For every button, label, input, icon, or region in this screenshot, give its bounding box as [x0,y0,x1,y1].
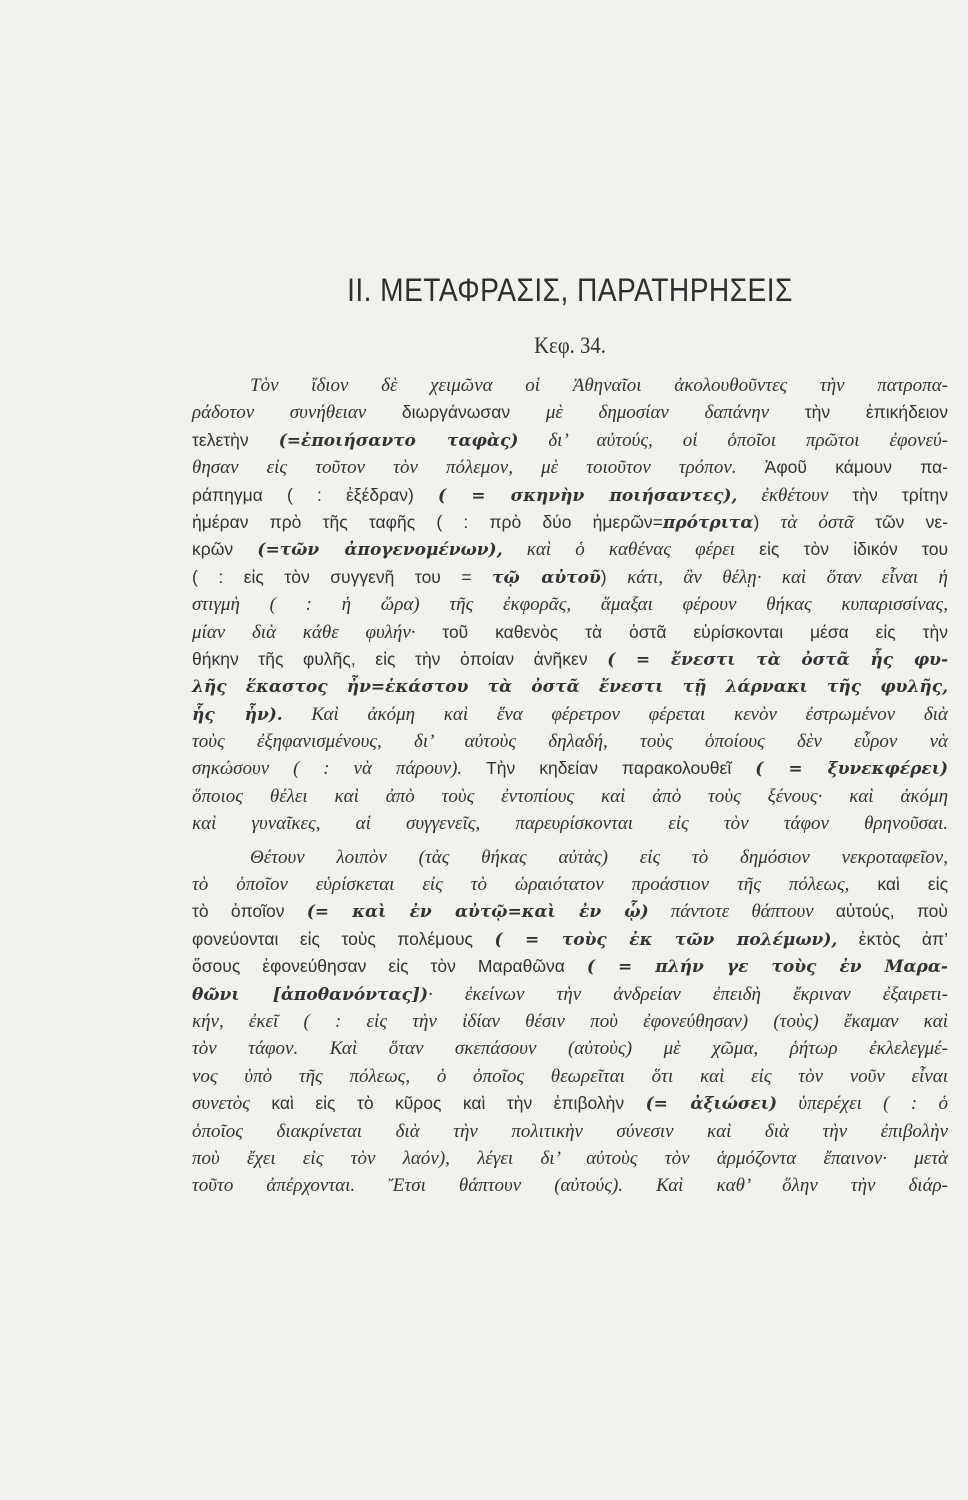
section-title: II. ΜΕΤΑΦΡΑΣΙΣ, ΠΑΡΑΤΗΡΗΣΕΙΣ [347,272,793,308]
roman-text: καὶ εἰς [877,874,948,895]
italic-text: ἐκθέτουν [737,484,853,506]
text-line [192,427,948,454]
italic-text: πάντοτε θάπτουν [648,901,836,923]
text-line [192,728,948,755]
roman-text: τῶν νε- [875,511,948,532]
italic-text: μίαν διὰ κάθε φυλήν· [192,621,443,643]
roman-text: αὐτούς, ποὺ [835,901,948,922]
text-line [192,1172,948,1199]
body-text [192,372,948,1200]
text-line [192,701,948,728]
bold-gloss: θῶνι [ἀποθανόντας]) [192,984,429,1005]
italic-text: μὲ δημοσίαν δαπάνην [545,402,805,424]
italic-text: ράδοτον συνήθειαν [192,402,402,424]
italic-text: συνετὸς [192,1093,272,1115]
italic-text: τὰ ὀστᾶ [780,511,876,533]
text-line [192,1035,948,1062]
text-line [192,619,948,646]
text-line [192,783,948,810]
bold-gloss: ( = σκηνὴν ποιήσαντες), [437,485,738,506]
roman-text: διωργάνωσαν [401,402,546,423]
bold-gloss: ( = τοὺς ἐκ τῶν πολέμων), [494,929,838,950]
italic-text: ὑπερέχει ( : ὁ [777,1093,948,1115]
text-line [192,1008,948,1035]
text-line [192,564,948,591]
roman-text: φονεύονται εἰς τοὺς πολέμους [192,928,495,949]
text-line [192,953,948,980]
italic-text: κάτι, ἂν θέλῃ· καὶ ὅταν εἶναι ἡ [627,566,948,588]
roman-text: ὅσους ἐφονεύθησαν εἰς τὸν Μαραθῶνα [192,956,587,977]
text-line [192,926,948,953]
text-line [192,372,948,399]
roman-text: ) [600,566,628,587]
roman-text: ράπηγμα ( : ἐξέδραν) [192,484,438,505]
text-line [192,1118,948,1145]
bold-gloss: λῆς ἕκαστος ἦν=ἑκάστου τὰ ὀστᾶ ἔνεστι τῇ λάρνακι τῆς φυλῆς, [192,677,948,698]
italic-text: νος ὑπὸ τῆς πόλεως, ὁ ὁποῖος θεωρεῖται ὅτι καὶ εἰς τὸν νοῦν εἶναι [192,1065,948,1087]
text-line [192,1063,948,1090]
roman-text: τελετὴν [192,429,279,450]
text-line [192,536,948,563]
text-line [192,1145,948,1172]
roman-text: καὶ εἰς τὸ κῦρος καὶ τὴν ἐπιβολὴν [271,1093,646,1114]
roman-text: τὸ ὁποῖον [192,901,307,922]
text-line [192,454,948,481]
roman-text: τοῦ καθενὸς τὰ ὀστᾶ εὑρίσκονται μέσα εἰς τὴν [442,621,948,642]
italic-text: σηκώσουν ( : νὰ πάρουν). [192,758,487,780]
roman-text: τὴν τρίτην [852,484,948,505]
italic-text: καὶ γυναῖκες, αἱ συγγενεῖς, παρευρίσκονται εἰς τὸν τάφον θρηνοῦσαι. [192,813,948,835]
bold-gloss: (=ἐποιήσαντο ταφὰς) [278,430,519,451]
italic-text: Θέτουν λοιπὸν (τὰς θήκας αὐτὰς) εἰς τὸ δημόσιον νεκροταφεῖον, [250,846,948,868]
chapter-heading: Κεφ. 34. [534,333,606,358]
bold-gloss: (=τῶν ἀπογενομένων), [257,540,503,561]
bold-gloss: πρότριτα [662,512,754,533]
italic-text: ὅποιος θέλει καὶ ἀπὸ τοὺς ἐντοπίους καὶ ἀπὸ τοὺς ξένους· καὶ ἀκόμη [192,785,948,807]
italic-text: τὸν τάφον. Καὶ ὅταν σκεπάσουν (αὐτοὺς) μὲ χῶμα, ῥήτωρ ἐκλελεγμέ- [192,1038,948,1060]
roman-text: θήκην τῆς φυλῆς, εἰς τὴν ὁποίαν ἀνῆκεν [192,648,608,669]
bold-gloss: ( = ἔνεστι τὰ ὀστᾶ ἧς φυ- [607,649,948,670]
text-line [192,591,948,618]
italic-text: Καὶ ἀκόμη καὶ ἕνα φέρετρον φέρεται κενὸν ἐστρωμένον διὰ [282,703,948,725]
text-line [192,898,948,925]
bold-gloss: (= καὶ ἐν αὐτῷ=καὶ ἐν ᾧ) [306,902,649,923]
bold-gloss: (= ἀξιώσει) [645,1094,778,1115]
text-line [192,399,948,426]
text-line [192,482,948,509]
roman-text: εἰς τὸν ἰδικόν του [759,539,949,560]
italic-text: στιγμὴ ( : ἡ ὥρα) τῆς ἐκφορᾶς, ἅμαξαι φέρουν θήκας κυπαρισσίνας, [192,594,948,616]
roman-text: Ἀφοῦ κάμουν πα- [764,457,948,478]
roman-text: τὴν ἐπικήδειον [804,402,949,423]
italic-text: θησαν εἰς τοῦτον τὸν πόλεμον, μὲ τοιοῦτον τρόπον. [192,457,765,479]
italic-text: Τὸν ἴδιον δὲ χειμῶνα οἱ Ἀθηναῖοι ἀκολουθοῦντες τὴν πατροπα- [250,375,948,396]
italic-text: δι’ αὐτούς, οἱ ὁποῖοι πρῶτοι ἐφονεύ- [518,429,948,451]
bold-gloss: ( = πλήν γε τοὺς ἐν Μαρα- [586,957,948,978]
text-line [192,844,948,871]
italic-text: τοὺς ἐξηφανισμένους, δι’ αὐτοὺς δηλαδή, τοὺς ὁποίους δὲν εὗρον νὰ [192,731,948,753]
text-line [192,509,948,536]
text-line [192,981,948,1008]
text-line [192,1090,948,1117]
italic-text: · ἐκείνων τὴν ἀνδρείαν ἐπειδὴ ἔκριναν ἐξαιρετι- [428,983,948,1005]
italic-text: ὁποῖος διακρίνεται διὰ τὴν πολιτικὴν σύνεσιν καὶ διὰ τὴν ἐπιβολὴν [192,1120,948,1142]
bold-gloss: τῷ αὐτοῦ [492,567,601,588]
roman-text: κρῶν [192,539,258,560]
italic-text: κήν, ἐκεῖ ( : εἰς τὴν ἰδίαν θέσιν ποὺ ἐφονεύθησαν) (τοὺς) ἔκαμαν καὶ [192,1010,948,1032]
roman-text: ἐκτὸς ἀπ’ [837,928,948,949]
roman-text: Τὴν κηδείαν παρακολουθεῖ [486,758,756,779]
roman-text: ) [753,511,781,532]
bold-gloss: ἧς ἦν). [192,704,283,725]
roman-text: ἡμέραν πρὸ τῆς ταφῆς ( : πρὸ δύο ἡμερῶν= [192,511,663,532]
text-line [192,646,948,673]
italic-text: ποὺ ἔχει εἰς τὸν λαόν), λέγει δι’ αὐτοὺς τὸν ἁρμόζοντα ἔπαινον· μετὰ [192,1147,948,1169]
text-line [192,673,948,700]
italic-text: τοῦτο ἀπέρχονται. Ἔτσι θάπτουν (αὐτούς). Καὶ καθ’ ὅλην τὴν διάρ- [192,1175,948,1197]
italic-text: τὸ ὁποῖον εὑρίσκεται εἰς τὸ ὡραιότατον προάστιον τῆς πόλεως, [192,874,878,896]
roman-text: ( : εἰς τὸν συγγενῆ του = [192,566,493,587]
text-line [192,755,948,782]
italic-text: καὶ ὁ καθένας φέρει [502,539,760,561]
bold-gloss: ( = ξυνεκφέρει) [755,759,948,780]
text-line [192,871,948,898]
text-line [192,810,948,837]
